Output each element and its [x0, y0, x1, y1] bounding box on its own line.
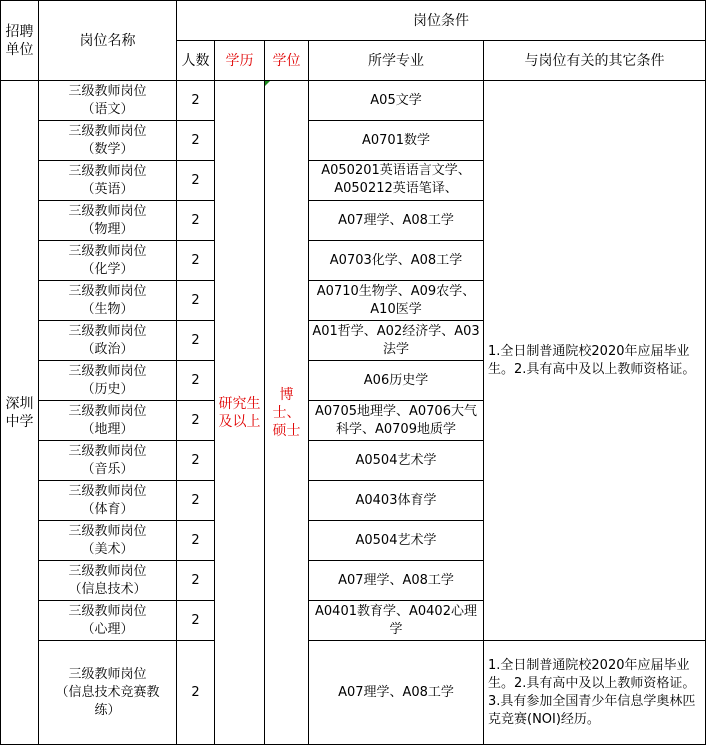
position-cell [39, 361, 177, 401]
position-cell [39, 161, 177, 201]
major-text: A0705地理学、A0706大气科学、A0709地质学 [315, 403, 477, 437]
table-row [1, 81, 706, 121]
count-cell: 2 [177, 521, 215, 561]
position-cell [39, 641, 177, 745]
major-cell [309, 361, 484, 401]
position-subject: （物理） [81, 221, 134, 237]
count-cell: 2 [177, 441, 215, 481]
position-cell [39, 481, 177, 521]
count-cell: 2 [177, 361, 215, 401]
position-cell [39, 281, 177, 321]
position-subject: （英语） [81, 181, 134, 197]
header-count: 人数 [177, 41, 215, 81]
position-title: 三级教师岗位 [68, 323, 147, 339]
major-cell [309, 401, 484, 441]
position-subject: （体育） [81, 501, 134, 517]
education-cell: 研究生及以上 [215, 81, 265, 745]
major-cell [309, 601, 484, 641]
major-cell [309, 521, 484, 561]
major-text: A0504艺术学 [355, 532, 437, 548]
count-cell: 2 [177, 601, 215, 641]
position-title: 三级教师岗位 [68, 83, 147, 99]
position-cell [39, 521, 177, 561]
position-title: 三级教师岗位 [68, 243, 147, 259]
count-cell: 2 [177, 561, 215, 601]
count-cell: 2 [177, 321, 215, 361]
count-cell: 2 [177, 201, 215, 241]
major-text: A05文学 [370, 92, 422, 108]
position-title: 三级教师岗位 [68, 203, 147, 219]
table-row [1, 641, 706, 745]
position-cell [39, 81, 177, 121]
count-cell: 2 [177, 241, 215, 281]
major-text: A0401教育学、A0402心理学 [315, 603, 477, 637]
unit-cell: 深圳中学 [1, 81, 39, 745]
position-title: 三级教师岗位 [68, 363, 147, 379]
position-subject: （心理） [81, 621, 134, 637]
position-cell [39, 441, 177, 481]
major-text: A0403体育学 [355, 492, 437, 508]
count-cell: 2 [177, 161, 215, 201]
other-conditions-cell: 1.全日制普通院校2020年应届毕业生。2.具有高中及以上教师资格证。3.具有参加全国青少年信息学奥林匹克竞赛(NOI)经历。 [484, 641, 706, 745]
position-cell [39, 321, 177, 361]
major-text: A0504艺术学 [355, 452, 437, 468]
position-title: 三级教师岗位 [68, 563, 147, 579]
count-cell: 2 [177, 481, 215, 521]
position-cell [39, 561, 177, 601]
count-cell: 2 [177, 401, 215, 441]
position-subject: （数学） [81, 141, 134, 157]
position-cell [39, 601, 177, 641]
position-subject: （音乐） [81, 461, 134, 477]
count-cell: 2 [177, 121, 215, 161]
header-position-name: 岗位名称 [39, 1, 177, 81]
position-cell [39, 401, 177, 441]
position-subject: （地理） [81, 421, 134, 437]
position-subject: （语文） [81, 101, 134, 117]
position-title: 三级教师岗位 [68, 603, 147, 619]
major-cell [309, 121, 484, 161]
header-degree: 学位 [265, 41, 309, 81]
position-cell [39, 121, 177, 161]
major-text: A050201英语语言文学、A050212英语笔译、 [321, 162, 471, 196]
position-title: 三级教师岗位 [68, 666, 147, 682]
major-cell [309, 321, 484, 361]
header-other: 与岗位有关的其它条件 [484, 41, 706, 81]
major-cell [309, 161, 484, 201]
position-title: 三级教师岗位 [68, 283, 147, 299]
position-subject: （政治） [81, 341, 134, 357]
position-subject: （化学） [81, 261, 134, 277]
position-title: 三级教师岗位 [68, 403, 147, 419]
major-cell [309, 201, 484, 241]
position-title: 三级教师岗位 [68, 123, 147, 139]
major-text: A0710生物学、A09农学、A10医学 [316, 283, 476, 317]
major-text: A0701数学 [362, 132, 430, 148]
major-text: A0703化学、A08工学 [329, 252, 463, 268]
count-cell: 2 [177, 641, 215, 745]
position-subject: （历史） [81, 381, 134, 397]
major-cell [309, 241, 484, 281]
count-cell: 2 [177, 281, 215, 321]
major-text: A01哲学、A02经济学、A03法学 [312, 323, 480, 357]
major-cell [309, 481, 484, 521]
major-cell [309, 281, 484, 321]
major-cell: A07理学、A08工学 [309, 641, 484, 745]
position-subject: （信息技术） [68, 581, 147, 597]
major-text: A07理学、A08工学 [338, 212, 454, 228]
other-conditions-cell: 1.全日制普通院校2020年应届毕业生。2.具有高中及以上教师资格证。 [484, 81, 706, 641]
count-cell: 2 [177, 81, 215, 121]
position-cell [39, 241, 177, 281]
major-cell [309, 561, 484, 601]
position-subject: （美术） [81, 541, 134, 557]
major-text: A06历史学 [363, 372, 429, 388]
position-title: 三级教师岗位 [68, 483, 147, 499]
header-education: 学历 [215, 41, 265, 81]
header-major: 所学专业 [309, 41, 484, 81]
position-subject: （生物） [81, 301, 134, 317]
major-cell [309, 441, 484, 481]
header-unit: 招聘单位 [1, 1, 39, 81]
major-text: A07理学、A08工学 [338, 572, 454, 588]
position-title: 三级教师岗位 [68, 443, 147, 459]
position-title: 三级教师岗位 [68, 163, 147, 179]
position-subject: （信息技术竞赛教练） [55, 684, 160, 718]
position-cell [39, 201, 177, 241]
major-cell [309, 81, 484, 121]
header-conditions: 岗位条件 [177, 1, 706, 41]
position-title: 三级教师岗位 [68, 523, 147, 539]
degree-cell: 博士、硕士 [265, 81, 309, 745]
